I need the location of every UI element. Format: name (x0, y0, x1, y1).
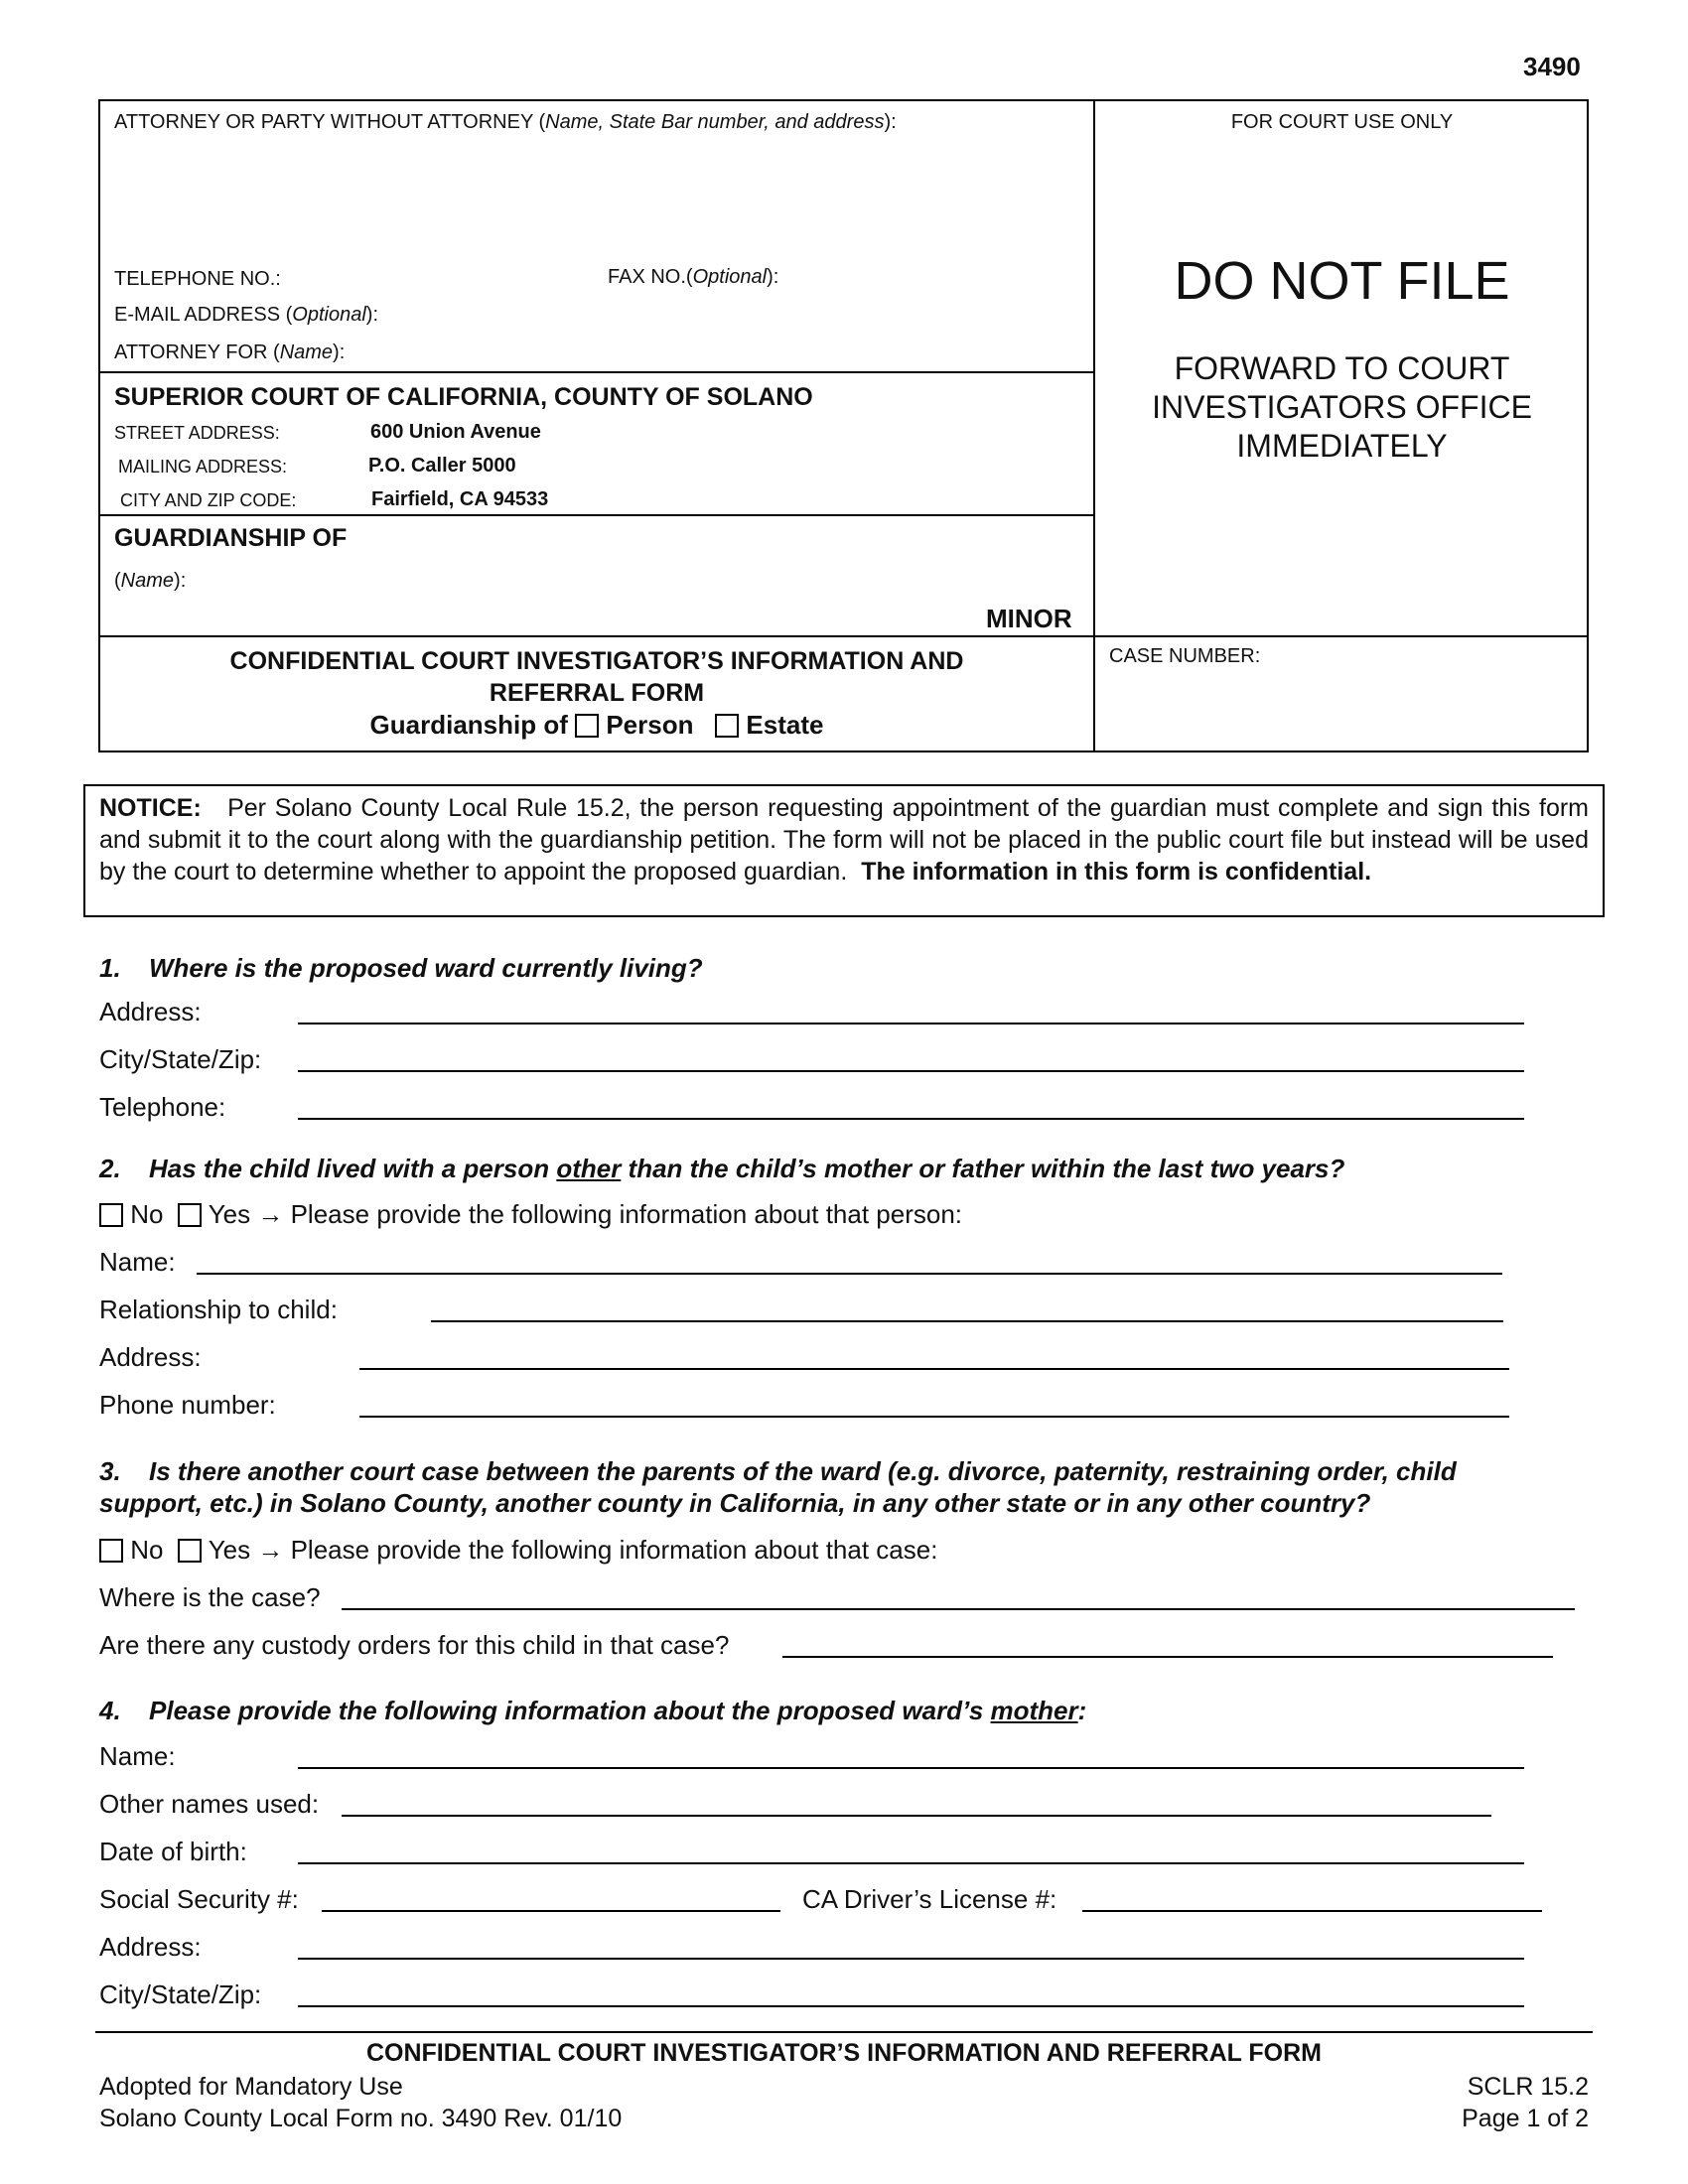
q2-relationship-label: Relationship to child: (99, 1295, 338, 1324)
question-2: 2. Has the child lived with a person other than the child’s mother or father within the last two years? (99, 1154, 1345, 1183)
court-use-label: FOR COURT USE ONLY (1230, 111, 1454, 133)
attorney-for-label: ATTORNEY FOR (Name): (114, 341, 346, 363)
form-title: CONFIDENTIAL COURT INVESTIGATOR’S INFORMATION AND REFERRAL FORM Guardianship of Person Estate (229, 647, 964, 740)
q2-options: No Yes → Please provide the following information about that person: (99, 1199, 962, 1230)
person-checkbox[interactable] (575, 714, 599, 738)
q1-address-label: Address: (99, 997, 202, 1026)
minor-label: MINOR (986, 604, 1072, 633)
q3-no-checkbox[interactable] (99, 1539, 123, 1563)
q3-yes-checkbox[interactable] (178, 1539, 202, 1563)
footer-title: CONFIDENTIAL COURT INVESTIGATOR’S INFORMATION AND REFERRAL FORM (365, 2039, 1323, 2067)
minor-name-label: (Name): (114, 570, 187, 592)
footer-right: SCLR 15.2 Page 1 of 2 (1462, 2073, 1589, 2132)
q4-address-label: Address: (99, 1932, 202, 1962)
q2-relationship-line[interactable] (431, 1320, 1503, 1322)
fax-label: FAX NO.(Optional): (608, 266, 779, 288)
q4-other-names-label: Other names used: (99, 1789, 320, 1819)
question-4: 4. Please provide the following information about the proposed ward’s mother: (99, 1696, 1087, 1725)
arrow-icon: → (257, 1199, 284, 1229)
q2-name-line[interactable] (197, 1273, 1502, 1275)
q4-city-label: City/State/Zip: (99, 1979, 262, 2009)
case-number-label: CASE NUMBER: (1109, 645, 1261, 667)
question-3: 3. Is there another court case between the parents of the ward (e.g. divorce, paternity, restraining order, child support, etc.) in Solano County, another county in California, in any other state or in any other country? (99, 1456, 1457, 1518)
q4-other-names-line[interactable] (342, 1815, 1491, 1817)
q3-custody-line[interactable] (782, 1656, 1553, 1658)
email-label: E-MAIL ADDRESS (Optional): (114, 304, 379, 326)
q3-where-label: Where is the case? (99, 1582, 321, 1612)
q1-telephone-label: Telephone: (99, 1092, 226, 1122)
q4-ssn-line[interactable] (322, 1910, 780, 1912)
q4-ssn-label: Social Security #: (99, 1884, 299, 1914)
q2-phone-line[interactable] (359, 1416, 1509, 1418)
q2-address-label: Address: (99, 1342, 202, 1372)
footer-rule (95, 2031, 1593, 2033)
q4-dob-line[interactable] (298, 1862, 1524, 1864)
do-not-file: DO NOT FILE (1174, 251, 1510, 311)
q1-address-line[interactable] (298, 1023, 1524, 1024)
q2-yes-checkbox[interactable] (178, 1203, 202, 1227)
guardianship-of-heading: GUARDIANSHIP OF (114, 524, 348, 552)
street-value: 600 Union Avenue (370, 421, 541, 443)
q1-telephone-line[interactable] (298, 1118, 1524, 1120)
q4-name-label: Name: (99, 1741, 176, 1771)
q4-license-label: CA Driver’s License #: (802, 1884, 1057, 1914)
mailing-value: P.O. Caller 5000 (368, 455, 516, 477)
q3-custody-label: Are there any custody orders for this child in that case? (99, 1630, 730, 1660)
forward-notice: FORWARD TO COURT INVESTIGATORS OFFICE IMMEDIATELY (1152, 350, 1532, 464)
question-1: 1. Where is the proposed ward currently living? (99, 953, 703, 983)
city-label: CITY AND ZIP CODE: (120, 490, 297, 510)
q2-no-checkbox[interactable] (99, 1203, 123, 1227)
footer-left: Adopted for Mandatory Use Solano County Local Form no. 3490 Rev. 01/10 (99, 2073, 623, 2132)
divider-court-guardianship (100, 514, 1094, 516)
q1-city-label: City/State/Zip: (99, 1044, 262, 1074)
q4-dob-label: Date of birth: (99, 1837, 247, 1866)
q3-options: No Yes → Please provide the following information about that case: (99, 1535, 937, 1566)
divider-attorney-court (100, 371, 1094, 373)
attorney-label: ATTORNEY OR PARTY WITHOUT ATTORNEY (Name, State Bar number, and address): (114, 111, 897, 133)
q4-name-line[interactable] (298, 1767, 1524, 1769)
estate-checkbox[interactable] (715, 714, 739, 738)
q2-phone-label: Phone number: (99, 1390, 276, 1420)
street-label: STREET ADDRESS: (114, 423, 280, 443)
form-number: 3490 (1523, 52, 1581, 81)
q2-name-label: Name: (99, 1247, 176, 1277)
q2-address-line[interactable] (359, 1368, 1509, 1370)
q4-address-line[interactable] (298, 1958, 1524, 1960)
arrow-icon: → (257, 1535, 284, 1565)
q4-license-line[interactable] (1082, 1910, 1542, 1912)
q1-city-line[interactable] (298, 1070, 1524, 1072)
court-name: SUPERIOR COURT OF CALIFORNIA, COUNTY OF SOLANO (114, 383, 813, 411)
mailing-label: MAILING ADDRESS: (118, 457, 288, 477)
city-value: Fairfield, CA 94533 (371, 488, 549, 510)
notice-box: NOTICE: Per Solano County Local Rule 15.2, the person requesting appointment of the guardian must complete and sign this form and submit it to the court along with the guardianship petition. The form will not be placed in the public court file but instead will be used by the court to determine whether to appoint the proposed guardian. The information in this form is confidential. (83, 784, 1605, 917)
caption-box (98, 99, 1589, 752)
divider-title (100, 635, 1589, 637)
q4-city-line[interactable] (298, 2005, 1524, 2007)
q3-where-line[interactable] (342, 1608, 1575, 1610)
telephone-label: TELEPHONE NO.: (114, 268, 281, 290)
